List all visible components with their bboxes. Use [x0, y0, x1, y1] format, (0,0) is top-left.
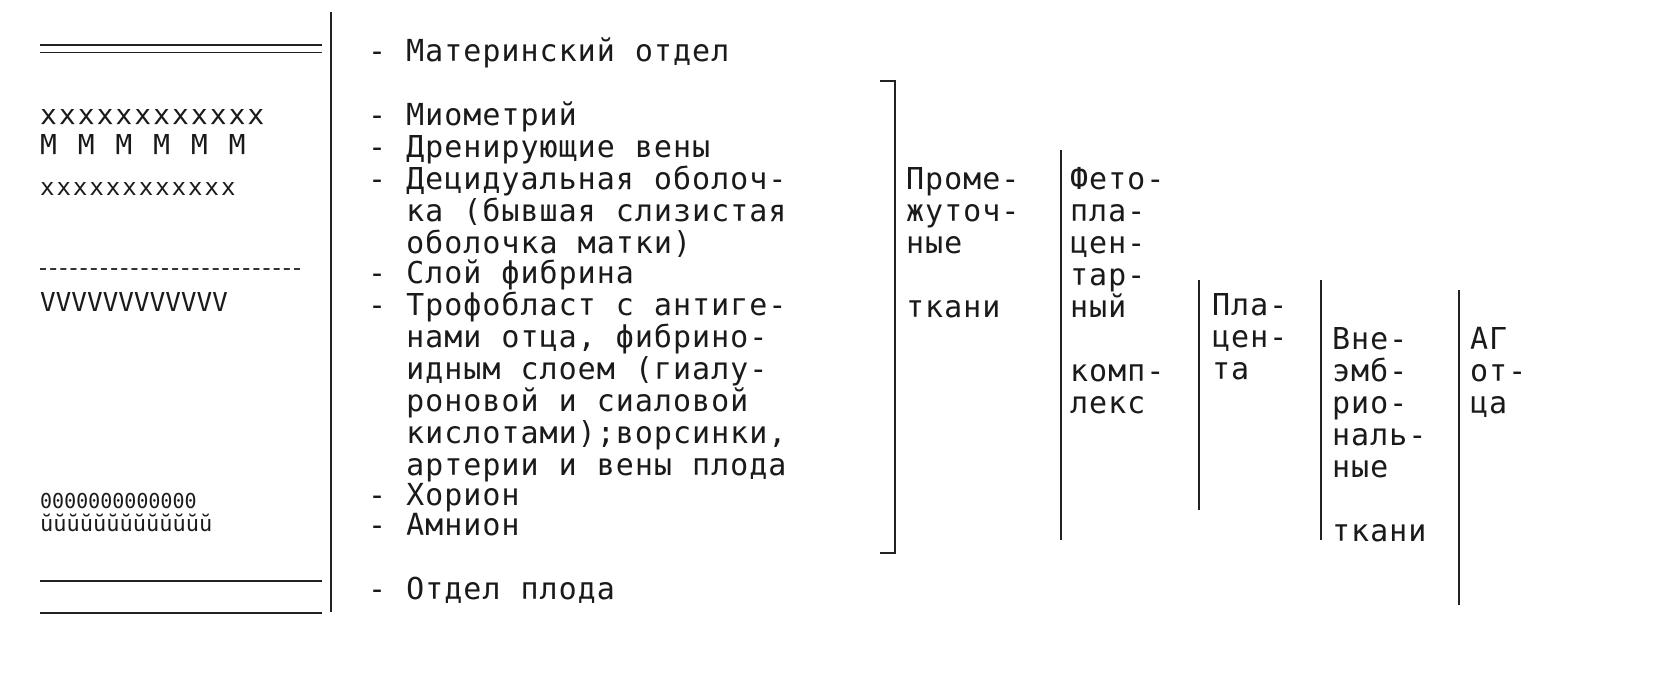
chorion-symbol: 0000000000000	[40, 489, 197, 513]
group-placenta: Пла- цен- та	[1212, 288, 1289, 387]
label-decidua: - Децидуальная оболоч- ка (бывшая слизистая оболочка матки)	[368, 162, 788, 261]
veins-symbol: M M M M M M	[40, 128, 248, 161]
divider-intermediate	[1060, 150, 1062, 540]
label-draining-veins: - Дренирующие вены	[368, 130, 712, 165]
group-fetoplacental-complex: Фето- пла- цен- тар- ный комп- лекс	[1070, 162, 1166, 421]
myometrium-symbol: xxxxxxxxxxxx	[40, 98, 267, 131]
maternal-boundary-line-bottom	[40, 52, 322, 53]
left-column-right-border	[330, 12, 332, 612]
trophoblast-symbol: VVVVVVVVVVVV	[40, 288, 228, 318]
divider-placenta	[1320, 280, 1322, 540]
label-trophoblast: - Трофобласт с антиге- нами отца, фибрино- идным слоем (гиалу- роновой и сиаловой кислотами);ворсинки, артерии и вены плода	[368, 288, 788, 483]
label-maternal: - Материнский отдел	[368, 34, 731, 69]
label-myometrium: - Миометрий	[368, 98, 578, 133]
divider-extraembryonic	[1458, 290, 1460, 605]
maternal-boundary-line-top	[40, 44, 322, 46]
label-amnion: - Амнион	[368, 508, 521, 543]
labels-bracket	[880, 80, 896, 554]
group-intermediate-tissues: Проме- жуточ- ные ткани	[906, 162, 1021, 325]
label-fibrin: - Слой фибрина	[368, 256, 635, 291]
label-fetal: - Отдел плода	[368, 572, 616, 607]
group-paternal-antigens: АГ от- ца	[1470, 322, 1528, 421]
fetal-boundary-line-top	[40, 580, 322, 582]
group-extraembryonic-tissues: Вне- эмб- рио- наль- ные ткани	[1332, 322, 1428, 549]
fetal-boundary-line-bottom	[40, 612, 322, 614]
fibrin-dashed-line	[40, 268, 300, 270]
label-chorion: - Хорион	[368, 478, 521, 513]
decidua-symbol: xxxxxxxxxxxx	[40, 173, 238, 201]
divider-fetoplacental	[1198, 280, 1200, 510]
amnion-symbol: ŭŭŭŭŭŭŭŭŭŭŭŭŭ	[40, 512, 213, 537]
